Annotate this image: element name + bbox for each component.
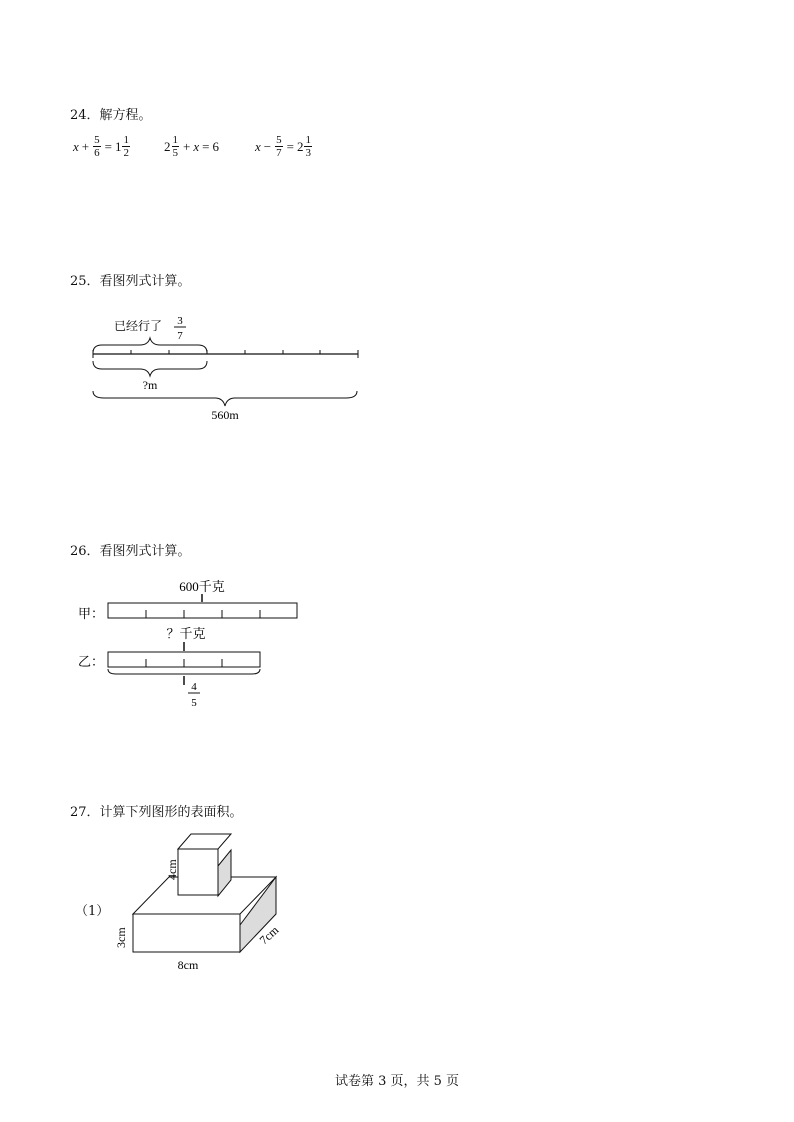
q27-width-label: 7cm bbox=[256, 922, 282, 948]
q26-fraction-numerator: 4 bbox=[191, 681, 197, 693]
fraction bbox=[122, 134, 130, 159]
q26-yi-label: 乙： bbox=[78, 654, 105, 669]
operator: + bbox=[183, 138, 191, 154]
numerator: 5 bbox=[94, 134, 100, 146]
variable: x bbox=[73, 138, 79, 154]
q26-jia-dividers bbox=[146, 610, 260, 618]
q24-title: 24．解方程。 bbox=[70, 108, 152, 123]
q27-cube-edge-label: 4cm bbox=[165, 859, 179, 880]
q25-title: 25．看图列式计算。 bbox=[70, 274, 191, 289]
variable: x bbox=[193, 138, 200, 154]
denominator: 7 bbox=[276, 147, 282, 159]
denominator: 2 bbox=[123, 147, 129, 159]
q24-equation-1 bbox=[73, 134, 131, 159]
fraction bbox=[275, 134, 283, 159]
numerator: 1 bbox=[305, 134, 311, 146]
q27-cube-top-face bbox=[178, 834, 231, 849]
q26-bar-diagram bbox=[74, 572, 314, 717]
equals-sign: = bbox=[202, 138, 210, 154]
equals-sign: = bbox=[286, 138, 294, 154]
q25-total-label: 560m bbox=[211, 408, 239, 422]
numerator: 1 bbox=[123, 134, 129, 146]
q26-title: 26．看图列式计算。 bbox=[70, 544, 191, 559]
q26-yi-amount: ？千克 bbox=[166, 626, 206, 641]
q25-total-brace bbox=[93, 391, 357, 406]
q26-fraction-denominator: 5 bbox=[191, 697, 197, 709]
operator: + bbox=[81, 138, 90, 154]
q26-jia-label: 甲： bbox=[78, 606, 105, 621]
q25-fraction-denominator: 7 bbox=[177, 330, 183, 342]
q24-equation-3 bbox=[255, 134, 313, 159]
whole-number: 1 bbox=[114, 138, 122, 154]
q27-title: 27．计算下列图形的表面积。 bbox=[70, 805, 243, 820]
page-footer: 试卷第 3 页，共 5 页 bbox=[334, 1074, 460, 1089]
denominator: 3 bbox=[305, 147, 311, 159]
q25-part-label: ?m bbox=[142, 378, 158, 392]
q27-cuboid-front-face bbox=[133, 914, 240, 952]
q27-height-label: 3cm bbox=[114, 927, 128, 948]
denominator: 5 bbox=[172, 147, 178, 159]
denominator: 6 bbox=[94, 147, 100, 159]
operator: − bbox=[263, 138, 272, 154]
variable: x bbox=[255, 138, 261, 154]
q26-jia-bar bbox=[108, 603, 297, 618]
fraction bbox=[304, 134, 312, 159]
fraction bbox=[172, 134, 180, 159]
whole-number: 2 bbox=[296, 138, 304, 154]
equals-sign: = bbox=[104, 138, 112, 154]
q27-cube-front-face bbox=[178, 849, 218, 895]
q26-jia-amount: 600千克 bbox=[179, 579, 225, 594]
q25-line-diagram bbox=[80, 305, 380, 430]
q24-equation-2 bbox=[164, 134, 219, 159]
q25-traveled-label: 已经行了 bbox=[114, 319, 163, 333]
q27-solid-figure bbox=[108, 828, 308, 978]
q27-part-label: （1） bbox=[75, 904, 110, 919]
q27-length-label: 8cm bbox=[177, 958, 199, 972]
q26-yi-dividers bbox=[146, 659, 222, 667]
numerator: 1 bbox=[172, 134, 178, 146]
numerator: 5 bbox=[276, 134, 282, 146]
q25-part-brace bbox=[93, 361, 207, 376]
q25-fraction-numerator: 3 bbox=[177, 315, 183, 327]
q26-yi-brace bbox=[108, 669, 260, 674]
q25-top-brace bbox=[93, 338, 207, 353]
whole-number: 2 bbox=[164, 138, 171, 154]
rhs-number: 6 bbox=[212, 138, 219, 154]
fraction bbox=[93, 134, 101, 159]
